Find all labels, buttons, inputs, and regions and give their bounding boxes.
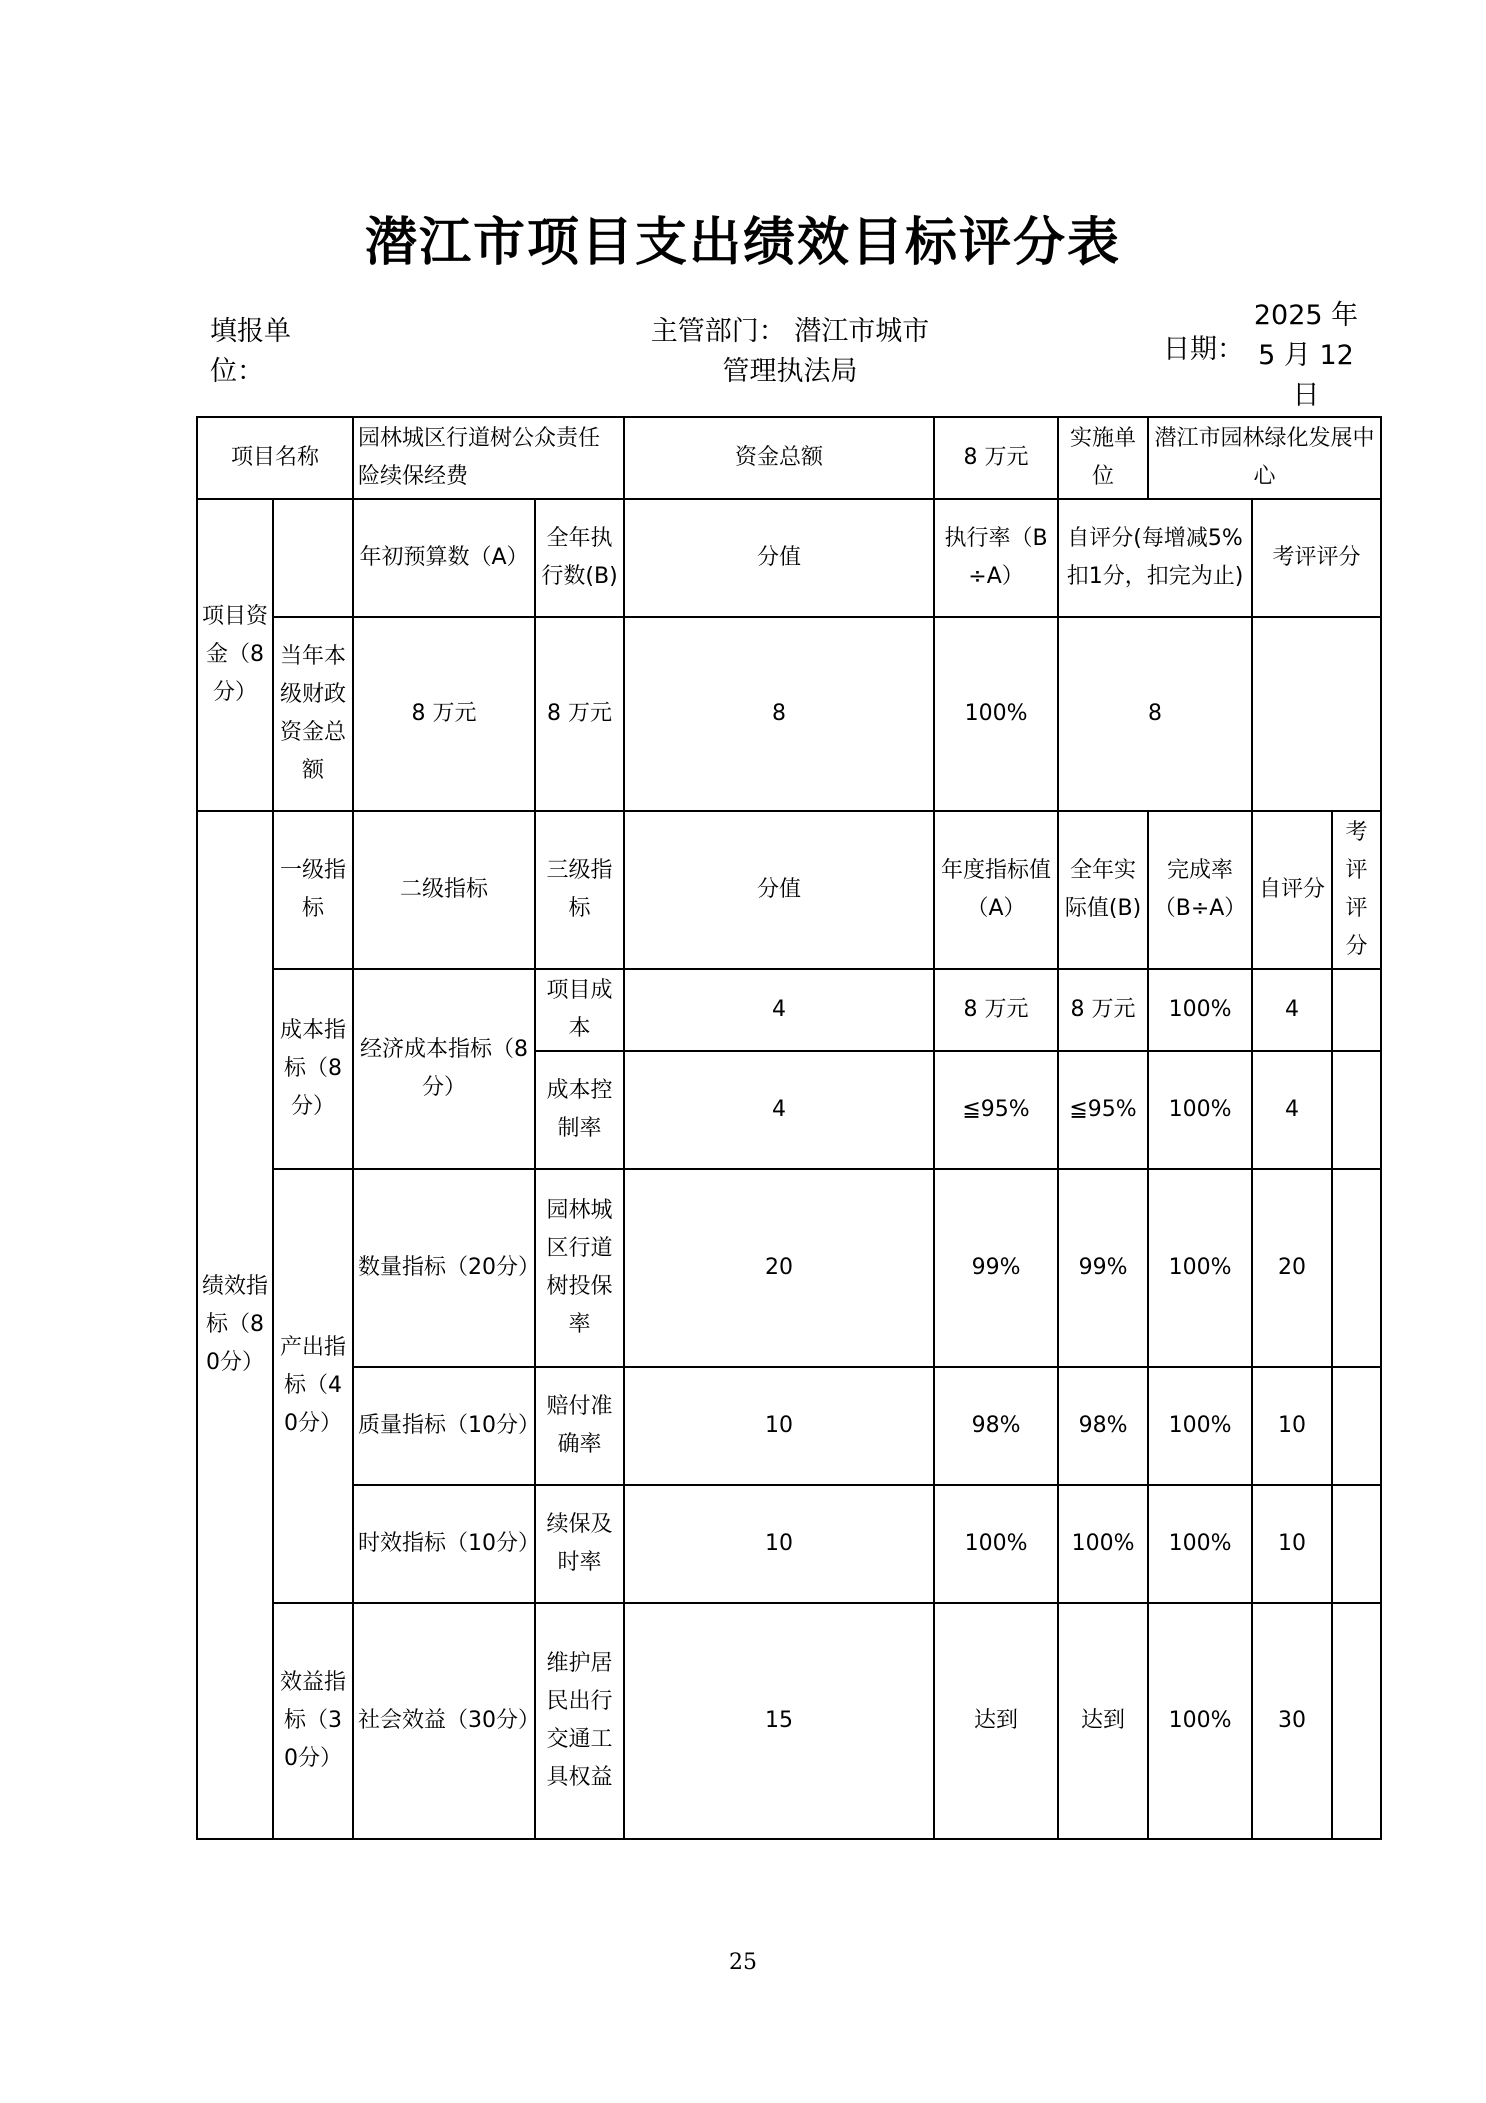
review-score-value: [1332, 1169, 1381, 1367]
date-value: 2025 年 5 月 12 日: [1253, 300, 1359, 411]
self-score-value: 20: [1252, 1169, 1332, 1367]
target-value: 99%: [934, 1169, 1058, 1367]
execution-header: 全年执行数(B): [535, 499, 624, 617]
review-score-value: [1252, 617, 1381, 811]
table-row: [197, 417, 1381, 499]
completion-rate-value: 100%: [1148, 1169, 1252, 1367]
target-value: 98%: [934, 1367, 1058, 1485]
level3-indicator: 续保及时率: [535, 1485, 624, 1603]
filler-unit-label: 填报单位：: [210, 316, 291, 387]
actual-header: 全年实际值(B): [1058, 811, 1148, 969]
table-row: [197, 1367, 1381, 1485]
review-score-header: 考评评分: [1332, 811, 1381, 969]
table-row: [197, 499, 1381, 617]
table-row: [197, 1169, 1381, 1367]
self-score-header: 自评分(每增减5%扣1分，扣完为止): [1058, 499, 1252, 617]
actual-value: ≦95%: [1058, 1051, 1148, 1169]
completion-rate-value: 100%: [1148, 1367, 1252, 1485]
table-row: [197, 969, 1381, 1051]
table-row: [197, 1485, 1381, 1603]
fund-section-label: 项目资金（8分）: [197, 499, 273, 811]
performance-section-label: 绩效指标（80分）: [197, 811, 273, 1839]
table-row: [197, 1603, 1381, 1839]
page-number: 25: [729, 1950, 757, 1975]
score-value: 10: [624, 1367, 934, 1485]
self-score-value: 10: [1252, 1367, 1332, 1485]
table-row: [197, 811, 1381, 969]
self-score-value: 4: [1252, 969, 1332, 1051]
target-value: ≦95%: [934, 1051, 1058, 1169]
execution-rate-value: 100%: [934, 617, 1058, 811]
score-table: [196, 416, 1382, 1840]
self-score-value: 8: [1058, 617, 1252, 811]
economic-cost-indicator: 经济成本指标（8分）: [353, 969, 535, 1169]
date-label: 日期：: [1163, 334, 1244, 365]
level3-indicator: 项目成本: [535, 969, 624, 1051]
review-score-value: [1332, 969, 1381, 1051]
actual-value: 8 万元: [1058, 969, 1148, 1051]
execution-value: 8 万元: [535, 617, 624, 811]
completion-rate-value: 100%: [1148, 1485, 1252, 1603]
score-header: 分值: [624, 499, 934, 617]
completion-rate-value: 100%: [1148, 1051, 1252, 1169]
actual-value: 达到: [1058, 1603, 1148, 1839]
level3-indicator: 园林城区行道树投保率: [535, 1169, 624, 1367]
output-indicator-label: 产出指标（40分）: [273, 1169, 353, 1603]
supervising-department: 主管部门： 潜江市城市管理执法局: [650, 316, 930, 387]
level3-indicator: 成本控制率: [535, 1051, 624, 1169]
completion-rate-value: 100%: [1148, 969, 1252, 1051]
level2-indicator: 数量指标（20分）: [353, 1169, 535, 1367]
level3-header: 三级指标: [535, 811, 624, 969]
score-value: 10: [624, 1485, 934, 1603]
table-row: [197, 617, 1381, 811]
completion-rate-value: 100%: [1148, 1603, 1252, 1839]
self-score-value: 10: [1252, 1485, 1332, 1603]
level2-header: 二级指标: [353, 811, 535, 969]
target-header: 年度指标值（A）: [934, 811, 1058, 969]
self-score-value: 30: [1252, 1603, 1332, 1839]
total-funds-value: 8 万元: [934, 417, 1058, 499]
score-value: 4: [624, 969, 934, 1051]
project-name-value: 园林城区行道树公众责任险续保经费: [353, 417, 624, 499]
actual-value: 98%: [1058, 1367, 1148, 1485]
actual-value: 99%: [1058, 1169, 1148, 1367]
total-funds-label: 资金总额: [624, 417, 934, 499]
target-value: 达到: [934, 1603, 1058, 1839]
score-value: 15: [624, 1603, 934, 1839]
budget-value: 8 万元: [353, 617, 535, 811]
budget-header: 年初预算数（A）: [353, 499, 535, 617]
completion-rate-header: 完成率（B÷A）: [1148, 811, 1252, 969]
self-score-value: 4: [1252, 1051, 1332, 1169]
review-score-value: [1332, 1051, 1381, 1169]
review-score-value: [1332, 1485, 1381, 1603]
cost-indicator-label: 成本指标（8分）: [273, 969, 353, 1169]
level1-header: 一级指标: [273, 811, 353, 969]
level2-indicator: 质量指标（10分）: [353, 1367, 535, 1485]
target-value: 100%: [934, 1485, 1058, 1603]
score-header: 分值: [624, 811, 934, 969]
project-name-label: 项目名称: [197, 417, 353, 499]
fund-row-label: 当年本级财政资金总额: [273, 617, 353, 811]
self-score-header: 自评分: [1252, 811, 1332, 969]
review-score-header: 考评评分: [1252, 499, 1381, 617]
level3-indicator: 维护居民出行交通工具权益: [535, 1603, 624, 1839]
score-value: 4: [624, 1051, 934, 1169]
target-value: 8 万元: [934, 969, 1058, 1051]
score-value: 8: [624, 617, 934, 811]
page-title: 潜江市项目支出绩效目标评分表: [364, 212, 1121, 273]
score-value: 20: [624, 1169, 934, 1367]
empty-cell: [273, 499, 353, 617]
review-score-value: [1332, 1367, 1381, 1485]
level2-indicator: 时效指标（10分）: [353, 1485, 535, 1603]
actual-value: 100%: [1058, 1485, 1148, 1603]
level3-indicator: 赔付准确率: [535, 1367, 624, 1485]
level2-indicator: 社会效益（30分）: [353, 1603, 535, 1839]
benefit-indicator-label: 效益指标（30分）: [273, 1603, 353, 1839]
implementing-unit-label: 实施单位: [1058, 417, 1148, 499]
execution-rate-header: 执行率（B÷A）: [934, 499, 1058, 617]
review-score-value: [1332, 1603, 1381, 1839]
implementing-unit-value: 潜江市园林绿化发展中心: [1148, 417, 1381, 499]
